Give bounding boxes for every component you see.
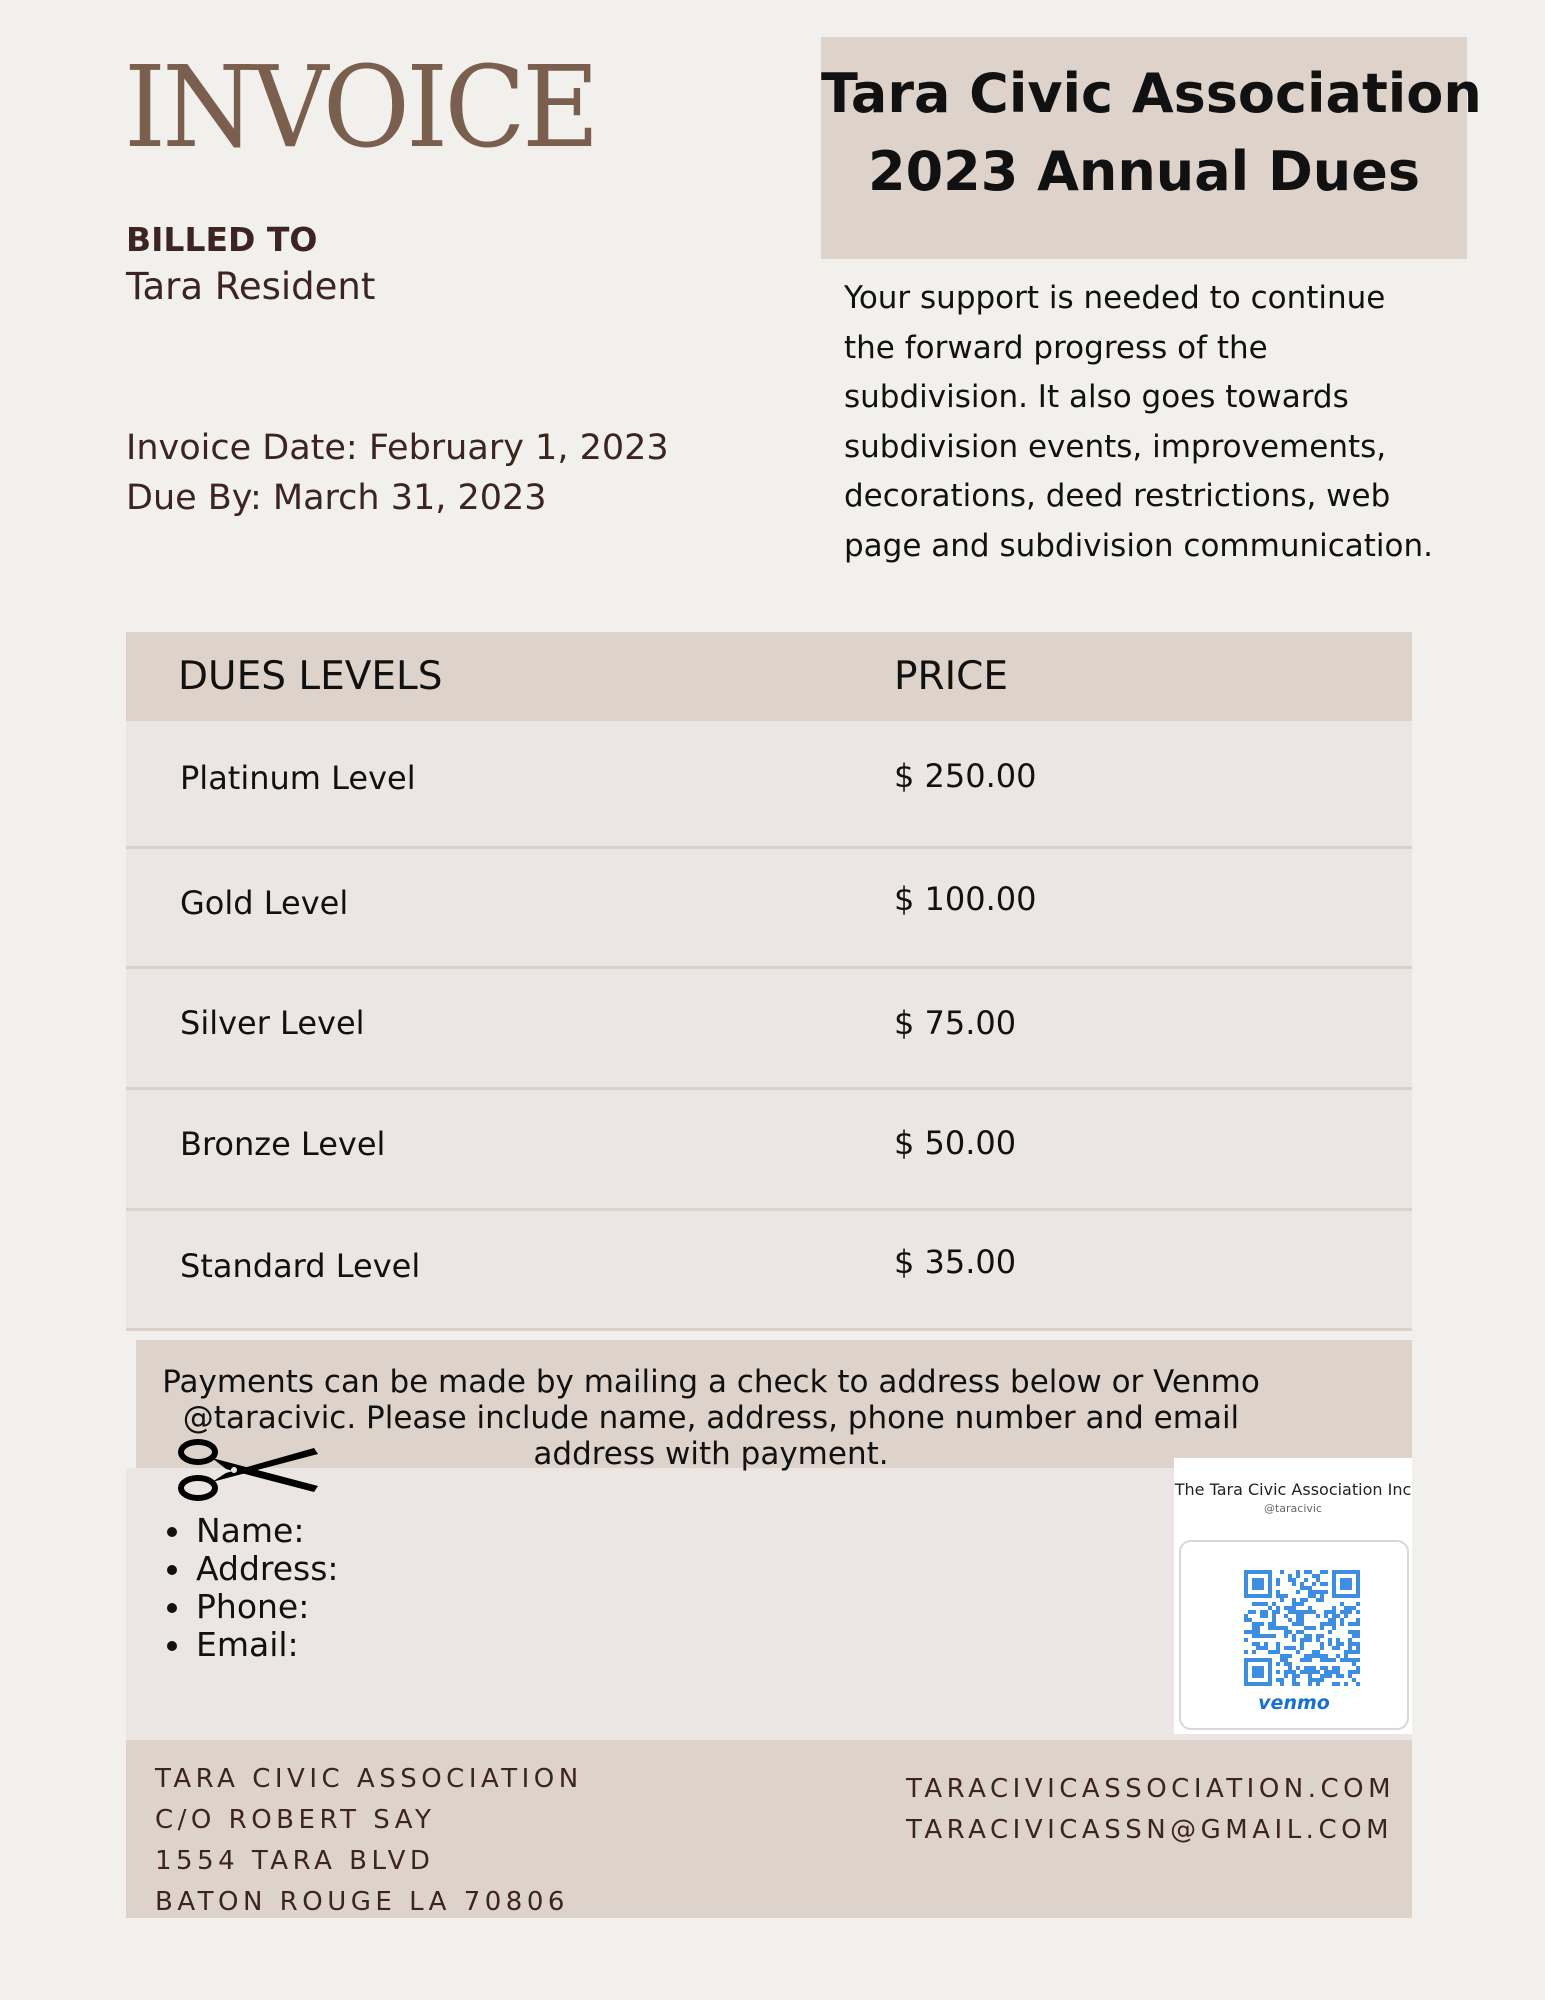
header-price: PRICE bbox=[894, 654, 1008, 699]
payment-line-3: address with payment. bbox=[533, 1436, 889, 1472]
row-price: $ 35.00 bbox=[894, 1243, 1017, 1281]
table-row bbox=[126, 721, 1412, 849]
venmo-account-name: The Tara Civic Association Inc bbox=[1174, 1480, 1412, 1499]
dues-table bbox=[126, 632, 1412, 1331]
scissors-icon bbox=[176, 1436, 321, 1506]
table-row bbox=[126, 849, 1412, 969]
venmo-handle: @taracivic bbox=[1263, 1502, 1323, 1515]
row-price: $ 250.00 bbox=[894, 757, 1037, 795]
website-link[interactable]: TARACIVICASSOCIATION.COM bbox=[906, 1774, 1396, 1804]
row-price: $ 100.00 bbox=[894, 880, 1037, 918]
row-level: Silver Level bbox=[180, 1004, 365, 1042]
association-title bbox=[821, 37, 1482, 211]
billed-to-name: Tara Resident bbox=[126, 265, 376, 308]
invoice-dates bbox=[126, 423, 669, 523]
support-description: Your support is needed to continue the forward progress of the subdivision. It also goes towards subdivision events, improvements, decorations, deed restrictions, web page and subdivision communication. bbox=[844, 280, 1433, 564]
annual-dues-title: 2023 Annual Dues bbox=[868, 140, 1420, 203]
venmo-qr-panel bbox=[1179, 1540, 1409, 1730]
phone-field-label: Phone: bbox=[196, 1588, 339, 1626]
venmo-card bbox=[1174, 1458, 1412, 1734]
contact-info bbox=[906, 1769, 1395, 1851]
address-field-label: Address: bbox=[196, 1549, 339, 1588]
row-level: Standard Level bbox=[180, 1247, 421, 1285]
table-row bbox=[126, 969, 1412, 1090]
email-field-label: Email: bbox=[196, 1626, 339, 1664]
table-row bbox=[126, 1090, 1412, 1211]
due-date: Due By: March 31, 2023 bbox=[126, 478, 547, 518]
table-header bbox=[126, 632, 1412, 721]
row-level: Gold Level bbox=[180, 884, 349, 922]
address-line: TARA CIVIC ASSOCIATION bbox=[155, 1764, 583, 1794]
mailing-address bbox=[155, 1759, 583, 1923]
invoice-title: INVOICE bbox=[124, 43, 596, 173]
address-line: C/O ROBERT SAY bbox=[155, 1805, 436, 1835]
association-name: Tara Civic Association bbox=[821, 62, 1482, 125]
row-price: $ 75.00 bbox=[894, 1004, 1017, 1042]
address-line: 1554 TARA BLVD bbox=[155, 1846, 435, 1876]
header-box bbox=[821, 37, 1482, 259]
invoice-date: Invoice Date: February 1, 2023 bbox=[126, 428, 669, 468]
billed-to-label: BILLED TO bbox=[126, 220, 318, 259]
row-price: $ 50.00 bbox=[894, 1124, 1017, 1162]
name-field-label: Name: bbox=[196, 1512, 339, 1550]
contact-info-fields bbox=[196, 1512, 339, 1664]
row-level: Bronze Level bbox=[180, 1125, 386, 1163]
address-line: BATON ROUGE LA 70806 bbox=[155, 1887, 569, 1917]
table-row bbox=[126, 1211, 1412, 1331]
payment-line-2: @taracivic. Please include name, address, phone number and email bbox=[182, 1400, 1240, 1436]
footer bbox=[126, 1740, 1412, 1918]
qr-code-icon[interactable] bbox=[1244, 1570, 1360, 1686]
email-link[interactable]: TARACIVICASSN@GMAIL.COM bbox=[906, 1815, 1393, 1845]
venmo-logo: venmo bbox=[1258, 1692, 1330, 1714]
header-dues-levels: DUES LEVELS bbox=[178, 654, 443, 699]
row-level: Platinum Level bbox=[180, 759, 416, 797]
payment-line-1: Payments can be made by mailing a check to address below or Venmo bbox=[162, 1364, 1260, 1400]
